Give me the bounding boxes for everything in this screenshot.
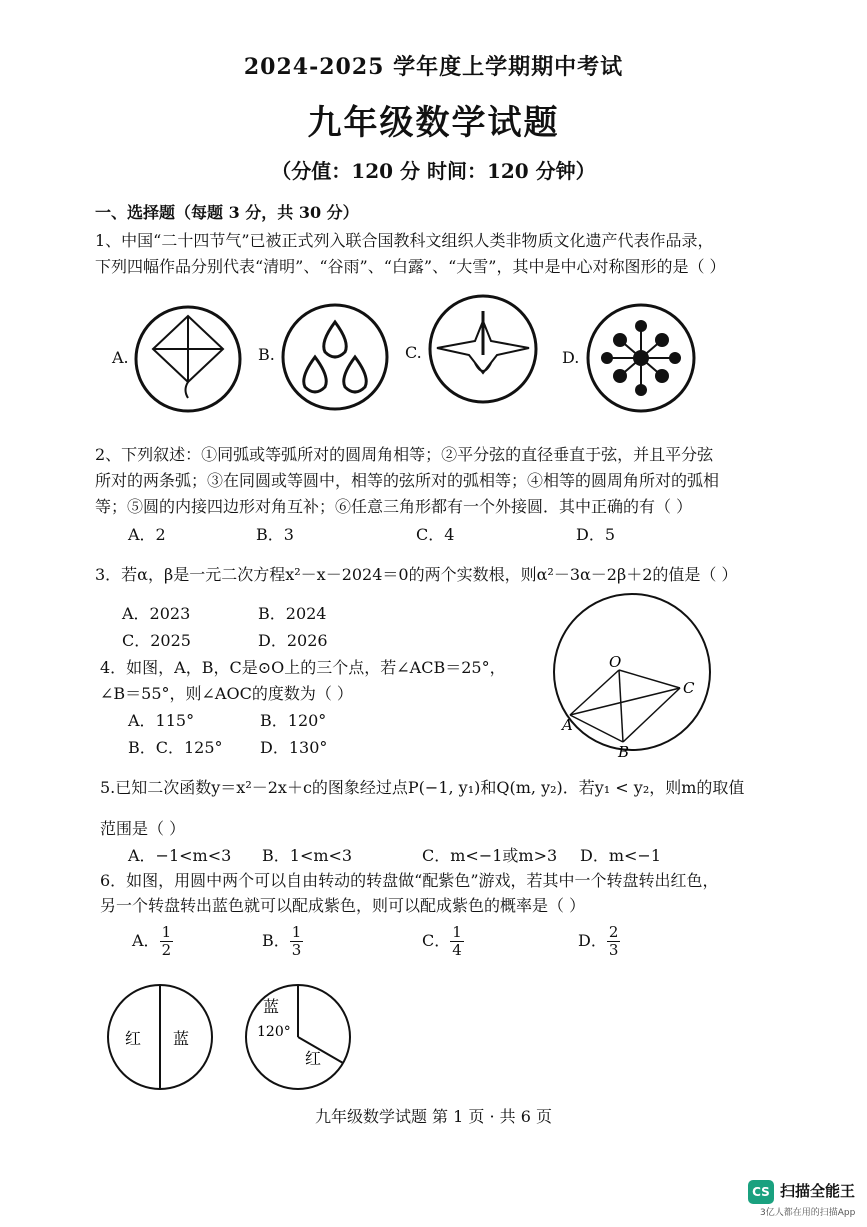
q1-figure-d [585, 302, 697, 414]
exam-info: （分值：120 分 时间：120 分钟） [271, 159, 596, 183]
q6-option-b-num: 1 [291, 923, 302, 941]
page-footer: 九年级数学试题 第 1 页 · 共 6 页 [314, 1107, 553, 1126]
q1-figure-a [133, 304, 243, 414]
q4-label-b: B [618, 743, 630, 761]
q6-option-d-den: 3 [608, 941, 619, 959]
q6-text-line2: 另一个转盘转出蓝色就可以配成紫色，则可以配成紫色的概率是（ ） [100, 896, 586, 915]
q6-spinner1-red: 红 [125, 1029, 142, 1048]
q3-option-d: D．2026 [258, 631, 328, 650]
q4-text-line1: 4．如图，A，B，C是⊙O上的三个点，若∠ACB＝25°， [100, 658, 506, 677]
q2-text-line3: 等；⑤圆的内接四边形对角互补；⑥任意三角形都有一个外接圆．其中正确的有（ ） [95, 497, 693, 516]
q2-option-a: A．2 [128, 525, 166, 544]
q6-option-d-fraction [607, 924, 621, 959]
q6-option-a-label: A． [132, 931, 160, 950]
q4-option-a: A．115° [128, 711, 195, 730]
q6-option-d [578, 924, 620, 959]
q1-text-line2: 下列四幅作品分别代表“清明”、“谷雨”、“白露”、“大雪”，其中是中心对称图形的是（ ） [95, 257, 726, 276]
q6-spinner2-red: 红 [305, 1049, 322, 1068]
q4-text-line2: ∠B＝55°，则∠AOC的度数为（ ） [100, 684, 353, 703]
q1-figure-b [280, 302, 390, 412]
q6-spinner-2 [243, 982, 353, 1092]
q2-text-line2: 所对的两条弧；③在同圆或等圆中，相等的弦所对的弧相等；④相等的圆周角所对的弧相 [95, 471, 720, 490]
q4-label-c: C [683, 679, 695, 697]
q3-text: 3．若α，β是一元二次方程x²－x－2024＝0的两个实数根，则α²－3α－2β＋2的值是（ ） [95, 565, 738, 584]
q6-option-b-den: 3 [291, 941, 302, 959]
q1-option-d: D. [562, 348, 580, 367]
section-heading: 一、选择题（每题 3 分，共 30 分） [95, 203, 359, 222]
q5-option-d: D．m<−1 [580, 846, 661, 865]
q6-option-a-num: 1 [161, 923, 172, 941]
q5-text-line1: 5.已知二次函数y＝x²－2x＋c的图象经过点P(−1, y₁)和Q(m, y₂)．若y₁ < y₂，则m的取值 [100, 778, 745, 797]
camscanner-name: 扫描全能王 [780, 1182, 856, 1200]
q2-option-c: C．4 [416, 525, 455, 544]
q6-option-c-num: 1 [452, 923, 462, 941]
q6-option-d-label: D． [578, 931, 607, 950]
q6-option-a-fraction [160, 924, 174, 959]
exam-year-line: 2024-2025 学年度上学期期中考试 [243, 54, 624, 80]
q6-option-a [132, 924, 173, 959]
q4-option-b: B．120° [260, 711, 327, 730]
q1-option-b: B. [258, 345, 275, 364]
q2-option-b: B．3 [256, 525, 294, 544]
q6-spinner1-blue: 蓝 [173, 1029, 190, 1048]
q1-figure-c [427, 293, 539, 405]
q3-option-c: C．2025 [122, 631, 191, 650]
q3-option-b: B．2024 [258, 604, 327, 623]
exam-title: 九年级数学试题 [307, 103, 560, 143]
q6-option-b [262, 924, 303, 959]
q1-option-c: C. [405, 343, 422, 362]
camscanner-logo-icon: CS [748, 1180, 774, 1204]
q1-option-a: A. [112, 348, 129, 367]
q6-option-b-label: B． [262, 931, 290, 950]
q6-option-b-fraction [290, 924, 304, 959]
q6-option-a-den: 2 [161, 941, 172, 959]
q4-option-c: B．C．125° [128, 738, 223, 757]
q5-option-a: A．−1<m<3 [128, 846, 232, 865]
q4-label-o: O [609, 653, 622, 671]
q6-spinner2-angle: 120° [257, 1024, 291, 1040]
q5-option-b: B．1<m<3 [262, 846, 353, 865]
q6-spinner2-blue: 蓝 [263, 997, 280, 1016]
q4-label-a: A [562, 716, 573, 734]
q4-option-d: D．130° [260, 738, 328, 757]
q6-option-c-fraction [450, 924, 464, 959]
q1-text-line1: 1、中国“二十四节气”已被正式列入联合国教科文组织人类非物质文化遗产代表作品录， [95, 231, 714, 250]
q6-option-c [422, 924, 464, 959]
q6-spinner-1 [105, 982, 215, 1092]
q6-option-d-num: 2 [608, 923, 619, 941]
q5-option-c: C．m<−1或m>3 [422, 846, 558, 865]
q6-text-line1: 6．如图，用圆中两个可以自由转动的转盘做“配紫色”游戏，若其中一个转盘转出红色， [100, 871, 719, 890]
q2-option-d: D．5 [576, 525, 616, 544]
q4-circle-figure [545, 585, 720, 760]
q5-text-line2: 范围是（ ） [100, 819, 186, 838]
q6-option-c-label: C． [422, 931, 451, 950]
camscanner-tagline: 3亿人都在用的扫描App [760, 1208, 856, 1218]
q6-option-c-den: 4 [452, 941, 462, 959]
q2-text-line1: 2、下列叙述：①同弧或等弧所对的圆周角相等；②平分弦的直径垂直于弦，并且平分弦 [95, 445, 714, 464]
q3-option-a: A．2023 [122, 604, 191, 623]
